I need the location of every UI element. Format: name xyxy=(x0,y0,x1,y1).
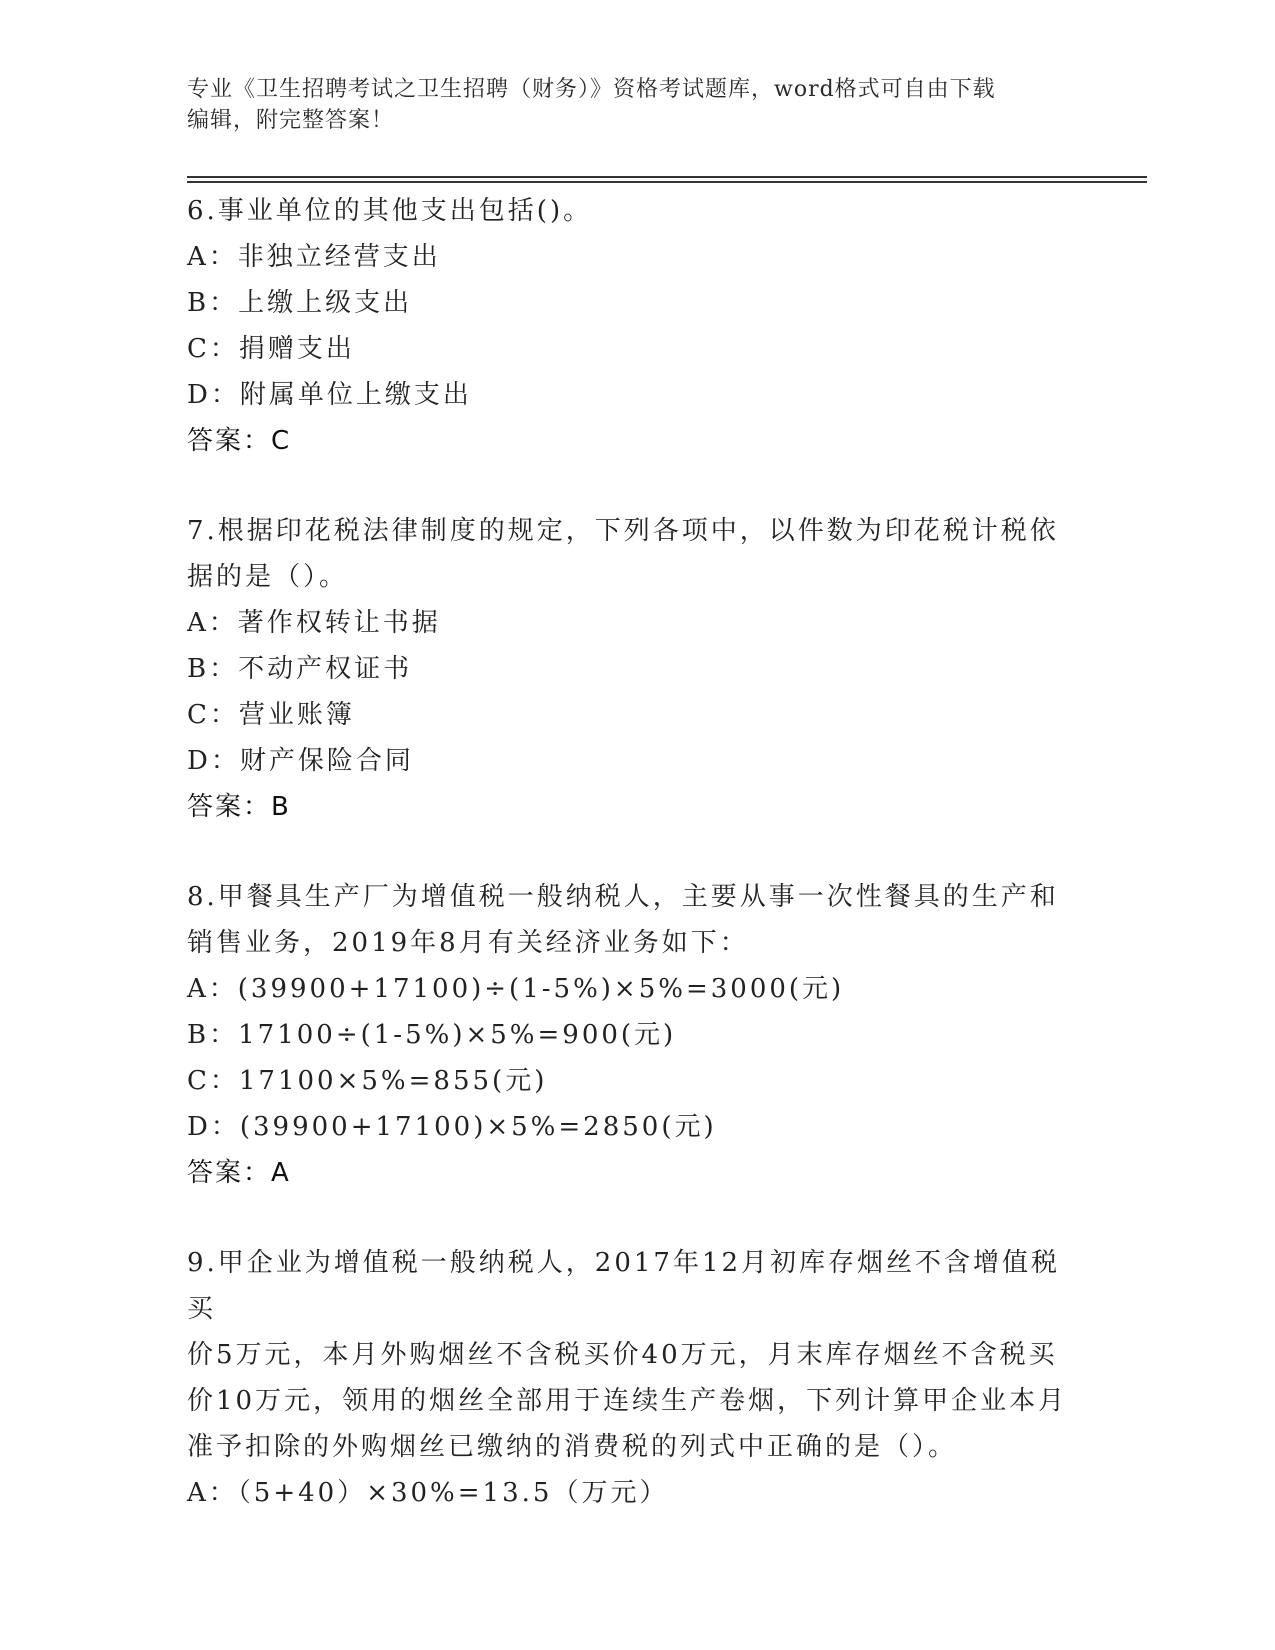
option-a: A：著作权转让书据 xyxy=(187,608,441,638)
question-text xyxy=(187,508,1087,600)
question-text-line: 8.甲餐具生产厂为增值税一般纳税人，主要从事一次性餐具的生产和 xyxy=(187,882,1059,912)
option-b: B：不动产权证书 xyxy=(187,654,413,684)
question-6 xyxy=(187,188,1087,464)
document-header xyxy=(187,74,1087,136)
option-d: D：(39900+17100)×5%=2850(元) xyxy=(187,1112,717,1142)
header-divider-top xyxy=(187,176,1147,178)
question-text-line: 价5万元，本月外购烟丝不含税买价40万元，月末库存烟丝不含税买 xyxy=(187,1340,1058,1370)
option-c: C：捐赠支出 xyxy=(187,334,355,364)
answer-label: 答案：B xyxy=(187,792,291,822)
answer-label: 答案：C xyxy=(187,426,292,456)
option-c: C：17100×5%=855(元) xyxy=(187,1066,548,1096)
question-list xyxy=(187,188,1087,1560)
question-8 xyxy=(187,874,1087,1196)
question-text-line: 销售业务，2019年8月有关经济业务如下： xyxy=(187,928,749,958)
question-9 xyxy=(187,1240,1087,1516)
question-text xyxy=(187,1240,1087,1470)
question-text-line: 6.事业单位的其他支出包括()。 xyxy=(187,196,593,226)
option-a: A：（5+40）×30%=13.5（万元） xyxy=(187,1478,669,1508)
option-b: B：上缴上级支出 xyxy=(187,288,413,318)
question-text-line: 价10万元，领用的烟丝全部用于连续生产卷烟，下列计算甲企业本月 xyxy=(187,1386,1068,1416)
question-text-line: 准予扣除的外购烟丝已缴纳的消费税的列式中正确的是（）。 xyxy=(187,1432,958,1462)
option-a: A：非独立经营支出 xyxy=(187,242,441,272)
answer-label: 答案：A xyxy=(187,1158,291,1188)
header-line-2: 编辑，附完整答案！ xyxy=(187,108,395,133)
question-text xyxy=(187,188,1087,234)
header-divider-bottom xyxy=(187,181,1147,183)
question-7 xyxy=(187,508,1087,830)
option-b: B：17100÷(1-5%)×5%=900(元) xyxy=(187,1020,677,1050)
question-text-line: 据的是（）。 xyxy=(187,562,349,592)
question-text-line: 7.根据印花税法律制度的规定，下列各项中，以件数为印花税计税依 xyxy=(187,516,1059,546)
option-d: D：财产保险合同 xyxy=(187,746,414,776)
option-c: C：营业账簿 xyxy=(187,700,355,730)
header-line-1: 专业《卫生招聘考试之卫生招聘（财务）》资格考试题库，word格式可自由下载 xyxy=(187,77,996,102)
option-a: A：(39900+17100)÷(1-5%)×5%=3000(元) xyxy=(187,974,845,1004)
question-text-line: 9.甲企业为增值税一般纳税人，2017年12月初库存烟丝不含增值税买 xyxy=(187,1248,1061,1324)
option-d: D：附属单位上缴支出 xyxy=(187,380,472,410)
question-text xyxy=(187,874,1087,966)
